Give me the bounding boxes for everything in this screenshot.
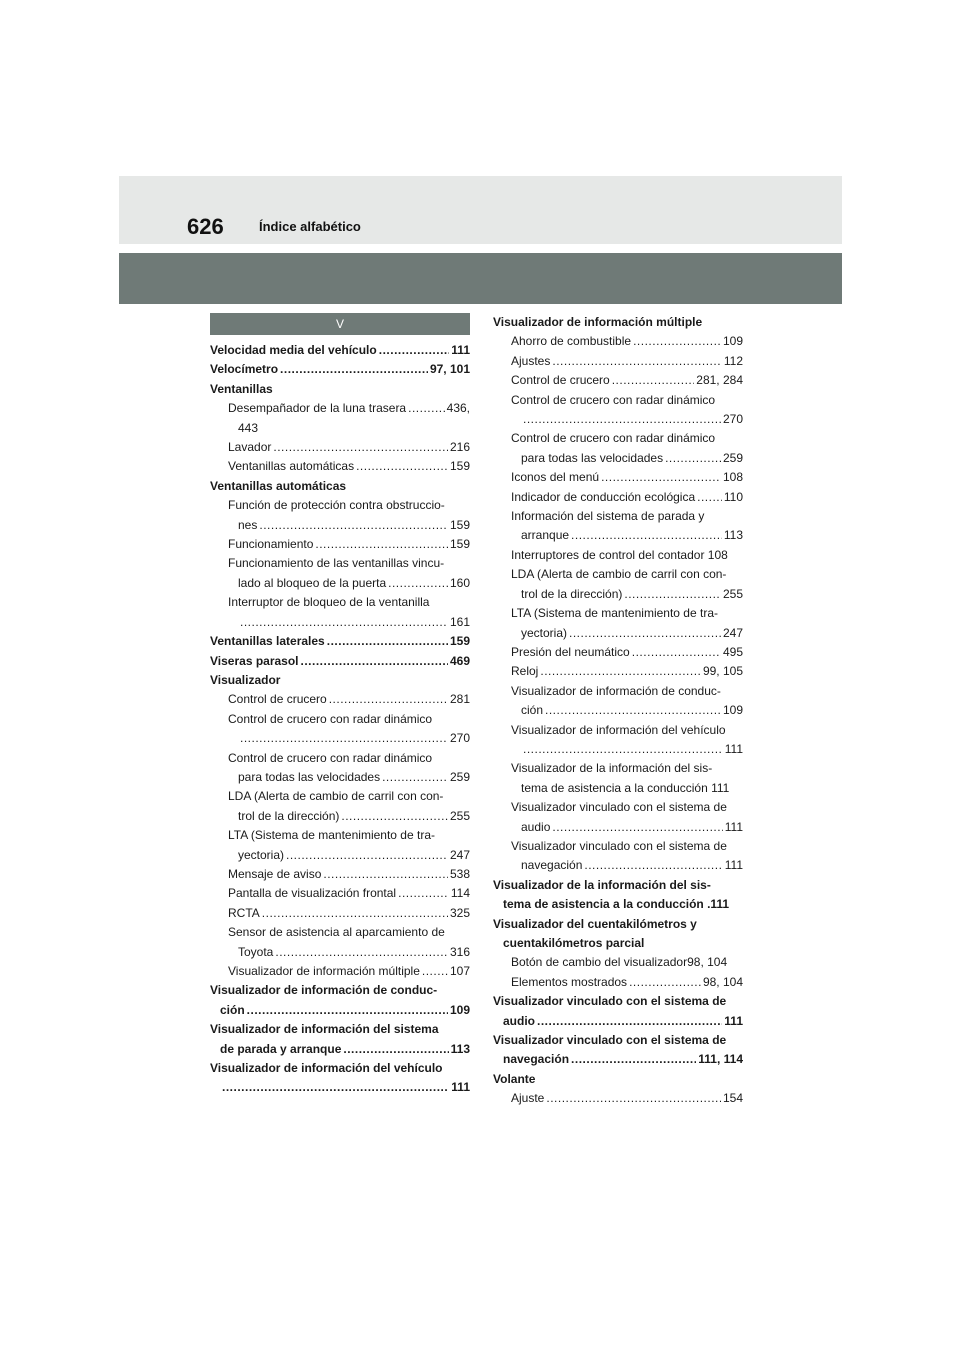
- entry-text: Volante: [493, 1071, 536, 1086]
- page-ref: 109: [722, 703, 743, 718]
- entry-text: Funcionamiento de las ventanillas vincu-: [228, 556, 445, 571]
- index-entry: [210, 457, 470, 476]
- entry-text: 443: [238, 420, 259, 435]
- page-ref: 113: [723, 528, 743, 543]
- leader-dots: [247, 1001, 448, 1020]
- index-entries-left: [210, 341, 470, 1098]
- index-entry: [493, 1050, 743, 1069]
- index-entry: [493, 546, 743, 565]
- index-entry: [493, 759, 743, 778]
- entry-text: Visualizador de información múltiple: [228, 964, 420, 978]
- index-entry: [493, 837, 743, 856]
- entry-text: nes: [238, 517, 258, 532]
- page-ref: 255: [449, 808, 470, 823]
- page-ref: 111: [724, 1013, 743, 1028]
- page-ref: 325: [449, 905, 470, 920]
- index-entry: [493, 585, 743, 604]
- leader-dots: [422, 962, 448, 981]
- index-entry: [493, 507, 743, 526]
- entry-text: tema de asistencia a la conducción .111: [503, 897, 730, 912]
- index-entry: [493, 429, 743, 448]
- entry-text: Control de crucero con radar dinámico: [511, 392, 716, 407]
- page-ref: 98, 104: [702, 974, 743, 989]
- entry-text: Reloj: [511, 664, 539, 679]
- index-entry: [210, 1001, 470, 1020]
- entry-text: Visualizador de información de conduc-: [511, 683, 721, 698]
- page-ref: 111: [724, 819, 743, 834]
- index-entry: [493, 895, 743, 914]
- page-ref: 112: [723, 353, 743, 368]
- page-ref: 99, 105: [702, 664, 743, 679]
- page-ref: 110: [723, 489, 743, 504]
- entry-text: audio: [521, 819, 551, 834]
- index-entry: [493, 332, 743, 351]
- entry-text: Toyota: [238, 944, 274, 959]
- index-entry: [210, 807, 470, 826]
- entry-text: Visualizador de la información del sis-: [493, 877, 711, 892]
- leader-dots: [315, 535, 448, 554]
- entry-text: tema de asistencia a la conducción 111: [521, 780, 730, 795]
- entry-text: yectoria): [238, 847, 285, 862]
- index-entry: [493, 721, 743, 740]
- entry-text: Función de protección contra obstruccio-: [228, 498, 445, 513]
- page-ref: 159: [449, 517, 470, 532]
- leader-dots: [584, 856, 722, 875]
- page-ref: 259: [722, 450, 743, 465]
- entry-text: Ventanillas laterales: [210, 634, 325, 649]
- entry-text: ción: [220, 1002, 245, 1017]
- entry-text: Control de crucero con radar dinámico: [228, 711, 433, 726]
- entry-text: arranque: [521, 528, 570, 543]
- page-ref: 113: [450, 1041, 470, 1056]
- entry-text: ción: [521, 703, 544, 718]
- index-entry: [210, 438, 470, 457]
- page-ref: 109: [722, 334, 743, 349]
- page-ref: 114: [450, 886, 470, 901]
- index-entry: [493, 798, 743, 817]
- index-entry: [493, 915, 743, 934]
- page-ref: 107: [449, 964, 470, 978]
- page-ref: 154: [722, 1091, 743, 1106]
- index-entry: [210, 477, 470, 496]
- leader-dots: [601, 468, 721, 487]
- entry-text: Control de crucero: [511, 373, 610, 388]
- entry-text: Desempañador de la luna trasera: [228, 401, 407, 416]
- page-ref: 111: [724, 741, 743, 756]
- index-entry: [493, 526, 743, 545]
- leader-dots: [275, 943, 448, 962]
- leader-dots: [546, 1089, 721, 1108]
- entry-text: Elementos mostrados: [511, 974, 628, 989]
- leader-dots: [222, 1078, 449, 1097]
- index-entry: [210, 341, 470, 360]
- index-entry: [493, 876, 743, 895]
- leader-dots: [259, 516, 448, 535]
- index-entry: [493, 624, 743, 643]
- index-entry: [210, 360, 470, 379]
- leader-dots: [537, 1012, 722, 1031]
- entry-text: Ventanillas automáticas: [228, 459, 355, 474]
- entry-text: Pantalla de visualización frontal: [228, 886, 397, 901]
- entry-text: Viseras parasol: [210, 653, 299, 668]
- entry-text: Visualizador vinculado con el sistema de: [511, 838, 727, 853]
- index-entry: [493, 662, 743, 681]
- index-entry: [493, 701, 743, 720]
- entry-text: Ventanillas: [210, 381, 273, 396]
- index-entry: [210, 574, 470, 593]
- page-ref: 108: [722, 470, 743, 485]
- entry-text: Velocímetro: [210, 362, 279, 377]
- entry-text: lado al bloqueo de la puerta: [238, 575, 387, 590]
- page-ref: 247: [449, 847, 470, 862]
- index-entry: [210, 380, 470, 399]
- index-entry: [210, 865, 470, 884]
- page-number: 626: [187, 214, 224, 239]
- page-ref: 111: [724, 858, 743, 873]
- index-entry: [210, 671, 470, 690]
- entry-text: Ventanillas automáticas: [210, 478, 347, 493]
- leader-dots: [382, 768, 448, 787]
- entry-text: Visualizador vinculado con el sistema de: [493, 994, 727, 1009]
- index-entry: [493, 934, 743, 953]
- index-entry: [493, 468, 743, 487]
- entry-text: Botón de cambio del visualizador98, 104: [511, 955, 728, 970]
- leader-dots: [379, 341, 450, 360]
- leader-dots: [545, 701, 721, 720]
- index-entry: [210, 826, 470, 845]
- index-entry: [210, 768, 470, 787]
- entry-text: Visualizador de información de conduc-: [210, 983, 438, 998]
- leader-dots: [571, 1050, 696, 1069]
- letter-heading: V: [210, 313, 470, 335]
- page-ref: 281, 284: [696, 373, 743, 388]
- index-entries-right: [493, 313, 743, 1109]
- entry-text: para todas las velocidades: [238, 769, 381, 784]
- leader-dots: [343, 1040, 448, 1059]
- index-entry: [493, 643, 743, 662]
- entry-text: navegación: [503, 1052, 570, 1067]
- index-entry: [493, 740, 743, 759]
- entry-text: navegación: [521, 858, 583, 873]
- entry-text: Indicador de conducción ecológica: [511, 489, 696, 504]
- index-entry: [210, 535, 470, 554]
- leader-dots: [523, 740, 723, 759]
- entry-text: trol de la dirección): [238, 808, 340, 823]
- leader-dots: [273, 438, 448, 457]
- index-entry: [210, 496, 470, 515]
- leader-dots: [301, 652, 448, 671]
- header-band: [119, 176, 842, 244]
- page-ref: 259: [449, 769, 470, 784]
- entry-text: Visualizador: [210, 672, 281, 687]
- page-ref: 469: [449, 653, 470, 668]
- index-entry: [210, 652, 470, 671]
- page-ref: 538: [449, 866, 470, 881]
- entry-text: LTA (Sistema de mantenimiento de tra-: [511, 606, 718, 621]
- index-entry: [210, 613, 470, 632]
- index-entry: [493, 449, 743, 468]
- leader-dots: [341, 807, 448, 826]
- index-column-left: [210, 313, 470, 1098]
- index-entry: [210, 962, 470, 981]
- page-ref: 270: [449, 731, 470, 746]
- leader-dots: [280, 360, 428, 379]
- page-ref: 270: [722, 412, 743, 427]
- index-entry: [493, 973, 743, 992]
- index-entry: [493, 992, 743, 1011]
- entry-text: Control de crucero con radar dinámico: [511, 431, 716, 446]
- entry-text: Visualizador de información del sistema: [210, 1022, 439, 1037]
- index-entry: [493, 410, 743, 429]
- leader-dots: [286, 846, 448, 865]
- page-ref: 109: [449, 1002, 470, 1017]
- leader-dots: [665, 449, 721, 468]
- index-entry: [493, 391, 743, 410]
- page-ref: 111: [451, 343, 470, 357]
- index-entry: [493, 1012, 743, 1031]
- leader-dots: [624, 585, 721, 604]
- index-entry: [210, 399, 470, 418]
- index-entry: [493, 1070, 743, 1089]
- page-ref: 159: [449, 634, 470, 649]
- entry-text: LDA (Alerta de cambio de carril con con-: [228, 789, 444, 804]
- index-entry: [493, 1031, 743, 1050]
- index-entry: [210, 516, 470, 535]
- index-entry: [493, 352, 743, 371]
- index-entry: [210, 690, 470, 709]
- index-entry: [493, 371, 743, 390]
- section-title: Índice alfabético: [259, 219, 361, 234]
- entry-text: Control de crucero: [228, 692, 327, 707]
- entry-text: Visualizador de información del vehículo: [511, 722, 726, 737]
- index-entry: [493, 313, 743, 332]
- leader-dots: [323, 865, 448, 884]
- leader-dots: [329, 690, 448, 709]
- index-entry: [210, 1059, 470, 1078]
- index-entry: [210, 419, 470, 438]
- entry-text: Funcionamiento: [228, 537, 314, 552]
- index-entry: [493, 604, 743, 623]
- entry-text: Visualizador vinculado con el sistema de: [493, 1033, 727, 1048]
- index-entry: [210, 710, 470, 729]
- leader-dots: [552, 818, 722, 837]
- entry-text: Velocidad media del vehículo: [210, 343, 377, 357]
- index-entry: [210, 1020, 470, 1039]
- page-ref: 247: [722, 625, 743, 640]
- entry-text: LDA (Alerta de cambio de carril con con-: [511, 567, 727, 582]
- index-entry: [493, 856, 743, 875]
- entry-text: Lavador: [228, 440, 272, 455]
- index-entry: [210, 981, 470, 1000]
- entry-text: Visualizador de la información del sis-: [511, 761, 713, 776]
- entry-text: Interruptor de bloqueo de la ventanilla: [228, 595, 430, 610]
- entry-text: trol de la dirección): [521, 586, 623, 601]
- index-entry: [210, 632, 470, 651]
- page-ref: 216: [449, 440, 470, 455]
- page-ref: 159: [449, 537, 470, 552]
- index-entry: [210, 1040, 470, 1059]
- entry-text: Información del sistema de parada y: [511, 509, 705, 524]
- index-entry: [493, 953, 743, 972]
- leader-dots: [633, 332, 721, 351]
- leader-dots: [356, 457, 448, 476]
- index-entry: [493, 488, 743, 507]
- entry-text: Visualizador de información del vehículo: [210, 1061, 443, 1076]
- leader-dots: [697, 488, 722, 507]
- index-entry: [210, 729, 470, 748]
- index-entry: [493, 565, 743, 584]
- entry-text: audio: [503, 1013, 535, 1028]
- entry-text: Presión del neumático: [511, 644, 630, 659]
- entry-text: Iconos del menú: [511, 470, 600, 485]
- page-ref: 161: [449, 614, 470, 629]
- index-entry: [210, 749, 470, 768]
- index-entry: [210, 943, 470, 962]
- index-entry: [493, 818, 743, 837]
- page-ref: 436,: [446, 401, 470, 416]
- leader-dots: [612, 371, 695, 390]
- page-ref: 316: [449, 944, 470, 959]
- index-entry: [210, 923, 470, 942]
- page-ref: 97, 101: [429, 362, 470, 377]
- index-entry: [493, 1089, 743, 1108]
- entry-text: Visualizador de información múltiple: [493, 315, 703, 329]
- leader-dots: [398, 884, 449, 903]
- page-ref: 111: [451, 1080, 470, 1095]
- entry-text: Ajustes: [511, 353, 551, 368]
- leader-dots: [523, 410, 721, 429]
- index-entry: [493, 779, 743, 798]
- entry-text: Sensor de asistencia al aparcamiento de: [228, 925, 445, 940]
- leader-dots: [388, 574, 448, 593]
- entry-text: LTA (Sistema de mantenimiento de tra-: [228, 828, 435, 843]
- entry-text: para todas las velocidades: [521, 450, 664, 465]
- leader-dots: [327, 632, 448, 651]
- leader-dots: [632, 643, 721, 662]
- entry-text: Ahorro de combustible: [511, 334, 632, 349]
- entry-text: de parada y arranque: [220, 1041, 342, 1056]
- page-ref: 159: [449, 459, 470, 474]
- index-entry: [210, 904, 470, 923]
- leader-dots: [629, 973, 701, 992]
- entry-text: RCTA: [228, 905, 260, 920]
- leader-dots: [569, 624, 721, 643]
- index-entry: [210, 846, 470, 865]
- page-ref: 160: [449, 575, 470, 590]
- entry-text: Visualizador vinculado con el sistema de: [511, 800, 727, 815]
- page-ref: 111, 114: [698, 1052, 743, 1067]
- index-entry: [210, 593, 470, 612]
- index-entry: [493, 682, 743, 701]
- page-ref: 281: [449, 692, 470, 707]
- leader-dots: [552, 352, 722, 371]
- leader-dots: [240, 729, 448, 748]
- index-entry: [210, 554, 470, 573]
- entry-text: Control de crucero con radar dinámico: [228, 750, 433, 765]
- index-entry: [210, 1078, 470, 1097]
- leader-dots: [240, 613, 448, 632]
- entry-text: Interruptores de control del contador 108: [511, 547, 728, 562]
- page-ref: 495: [722, 644, 743, 659]
- entry-text: cuentakilómetros parcial: [503, 936, 645, 950]
- entry-text: Visualizador del cuentakilómetros y: [493, 916, 697, 931]
- header-dark-band: [119, 253, 842, 304]
- leader-dots: [408, 399, 445, 418]
- page-ref: 255: [722, 586, 743, 601]
- index-entry: [210, 884, 470, 903]
- entry-text: Ajuste: [511, 1091, 545, 1106]
- leader-dots: [262, 904, 448, 923]
- index-entry: [210, 787, 470, 806]
- leader-dots: [540, 662, 701, 681]
- leader-dots: [571, 526, 722, 545]
- index-column-right: [493, 313, 743, 1109]
- entry-text: yectoria): [521, 625, 568, 640]
- entry-text: Mensaje de aviso: [228, 866, 322, 881]
